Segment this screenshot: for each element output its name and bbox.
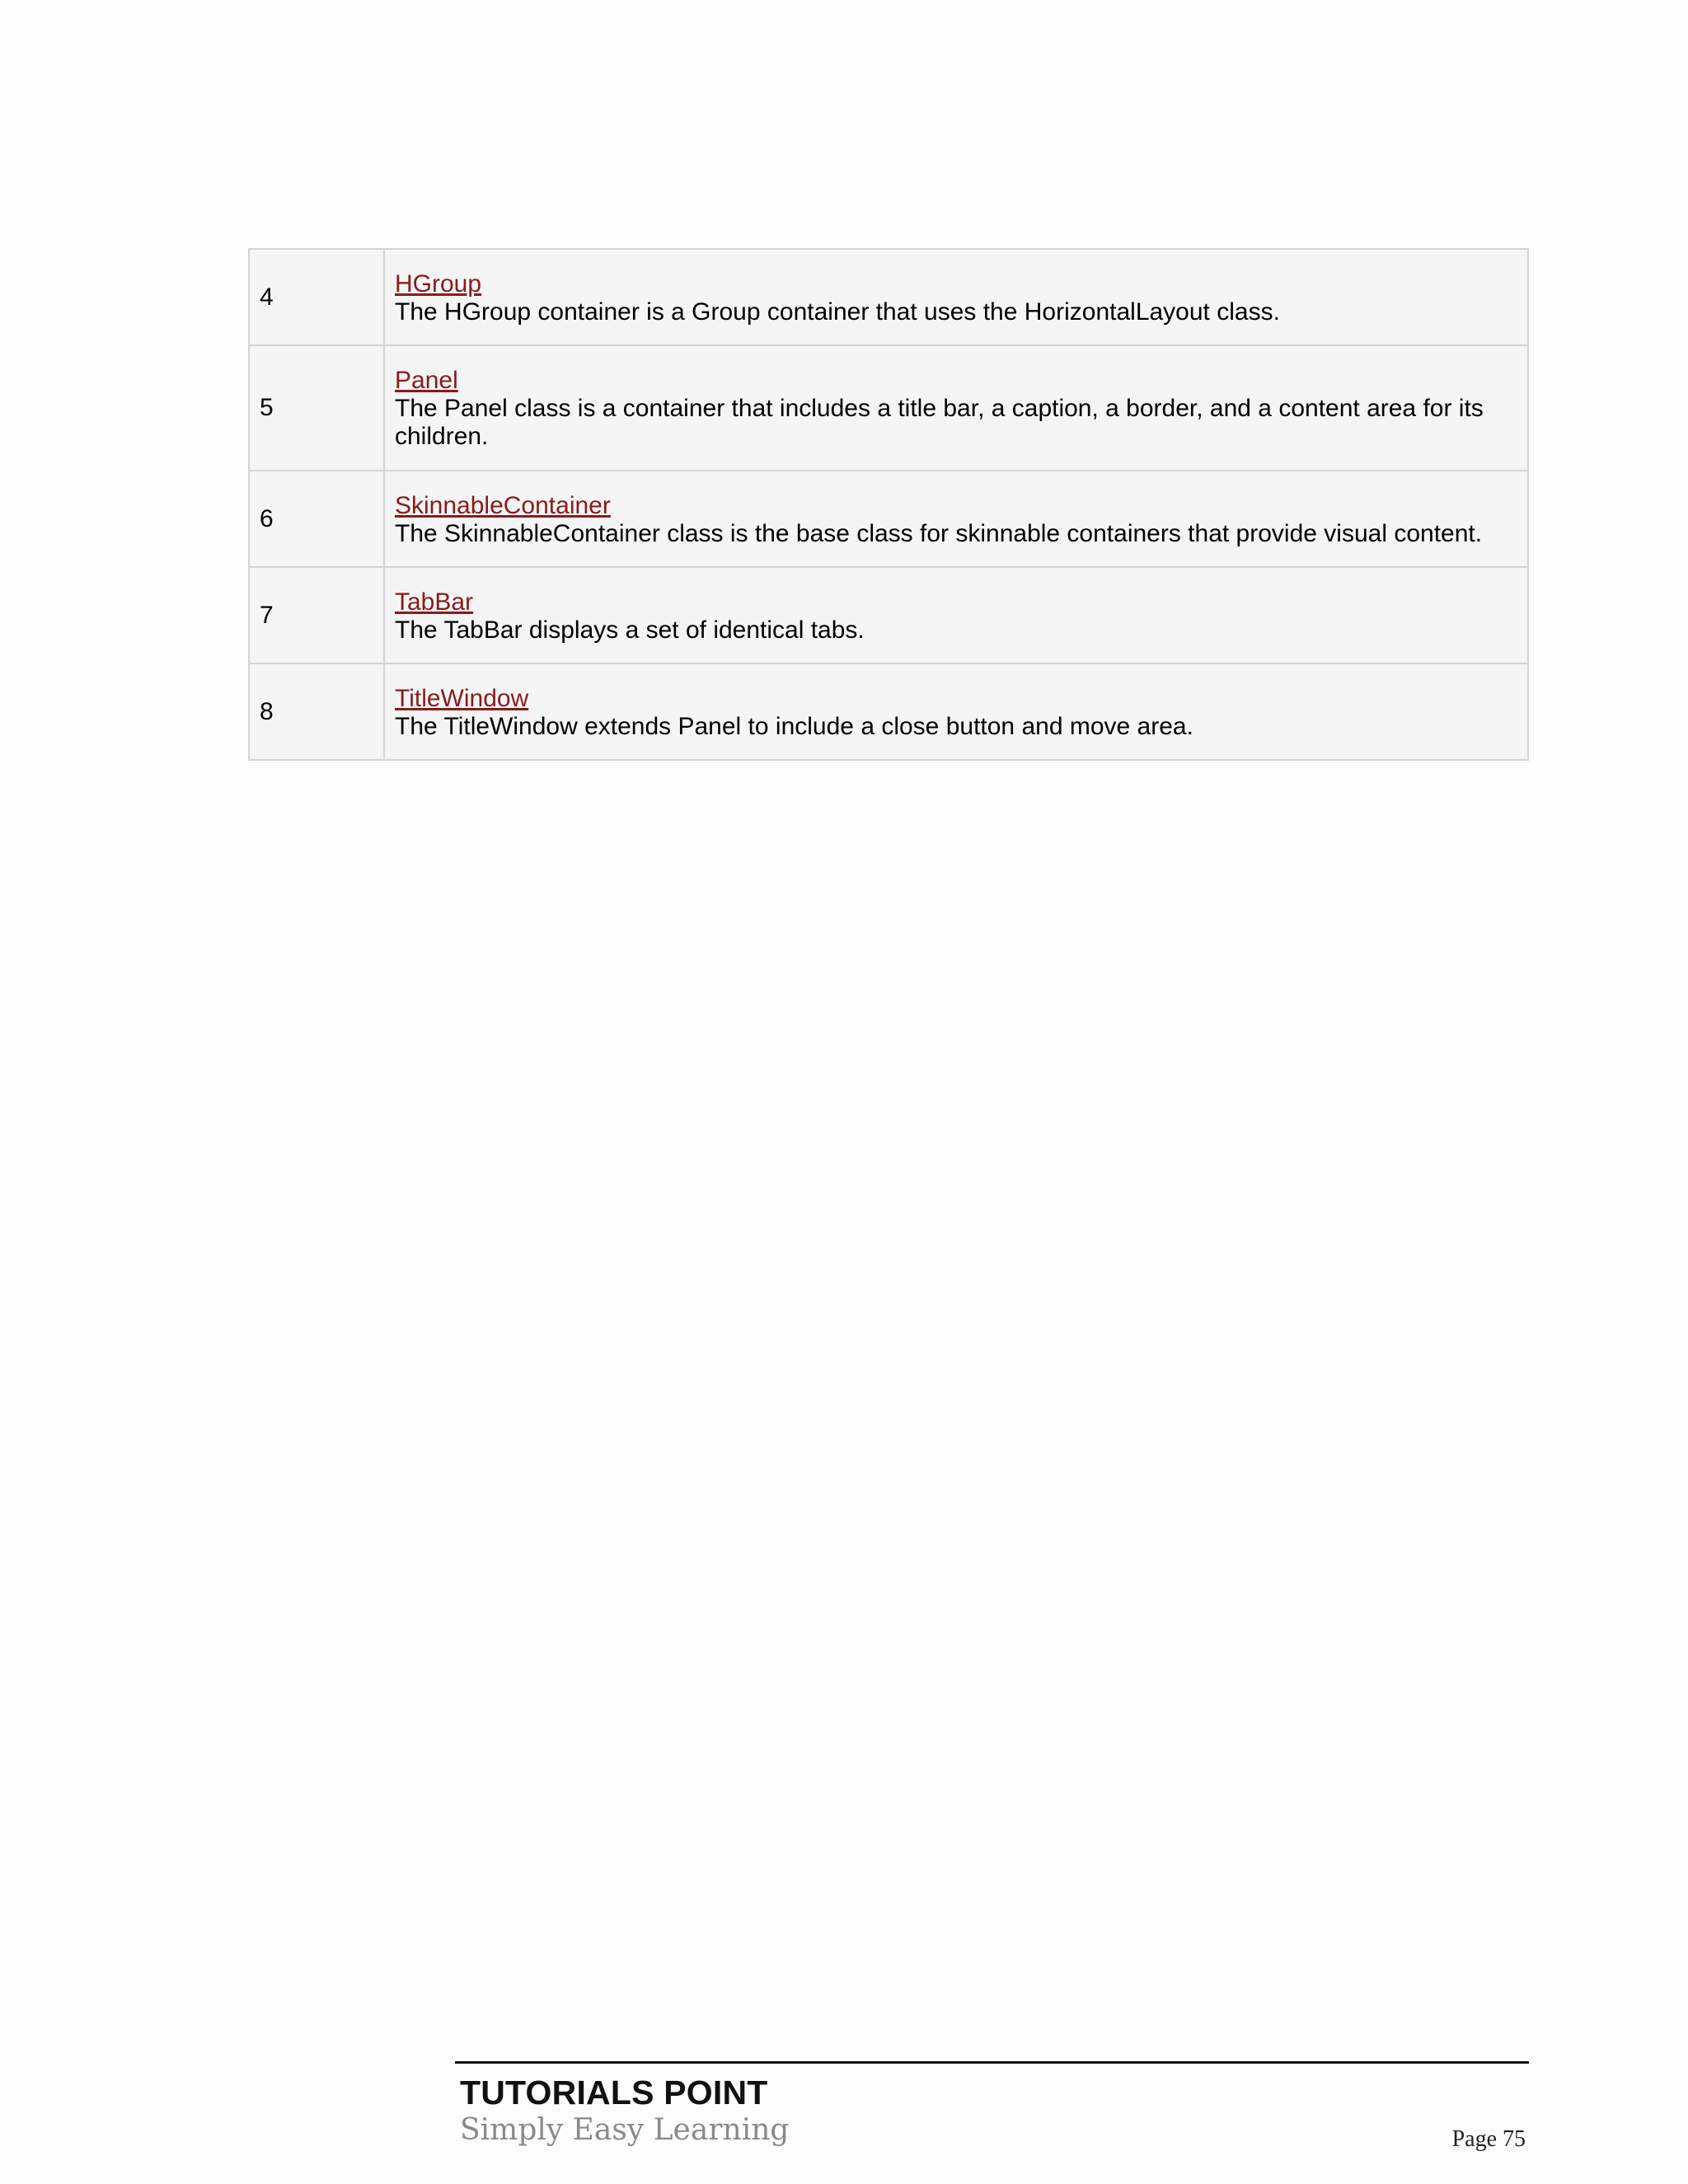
row-number: 8	[249, 663, 384, 760]
row-description-cell	[384, 471, 1528, 567]
class-description: The TitleWindow extends Panel to include a close button and move area.	[395, 712, 1193, 740]
container-classes-table	[248, 248, 1529, 761]
footer-tagline: Simply Easy Learning	[460, 2113, 790, 2147]
table-row	[249, 345, 1528, 471]
table-row	[249, 249, 1528, 345]
class-link-skinnablecontainer[interactable]: SkinnableContainer	[395, 491, 611, 519]
footer-brand: TUTORIALS POINT	[460, 2074, 768, 2111]
row-description-cell	[384, 663, 1528, 760]
row-number: 7	[249, 567, 384, 663]
row-number: 5	[249, 345, 384, 471]
class-link-titlewindow[interactable]: TitleWindow	[395, 684, 529, 712]
class-description: The HGroup container is a Group container that uses the HorizontalLayout class.	[395, 298, 1280, 326]
class-description: The TabBar displays a set of identical tabs.	[395, 616, 865, 644]
class-link-panel[interactable]: Panel	[395, 367, 458, 394]
page-footer	[455, 2061, 1529, 2152]
class-description: The SkinnableContainer class is the base class for skinnable containers that provide visual content.	[395, 519, 1483, 547]
row-number: 4	[249, 249, 384, 345]
table-row	[249, 471, 1528, 567]
row-description-cell	[384, 345, 1528, 471]
class-link-hgroup[interactable]: HGroup	[395, 269, 482, 298]
page-number: Page 75	[1451, 2126, 1526, 2152]
table-row	[249, 567, 1528, 663]
row-description-cell	[384, 249, 1528, 345]
class-link-tabbar[interactable]: TabBar	[395, 588, 474, 616]
table-row	[249, 663, 1528, 760]
row-number: 6	[249, 471, 384, 567]
row-description-cell	[384, 567, 1528, 663]
class-description: The Panel class is a container that includes a title bar, a caption, a border, and a content area for its children.	[395, 395, 1484, 450]
